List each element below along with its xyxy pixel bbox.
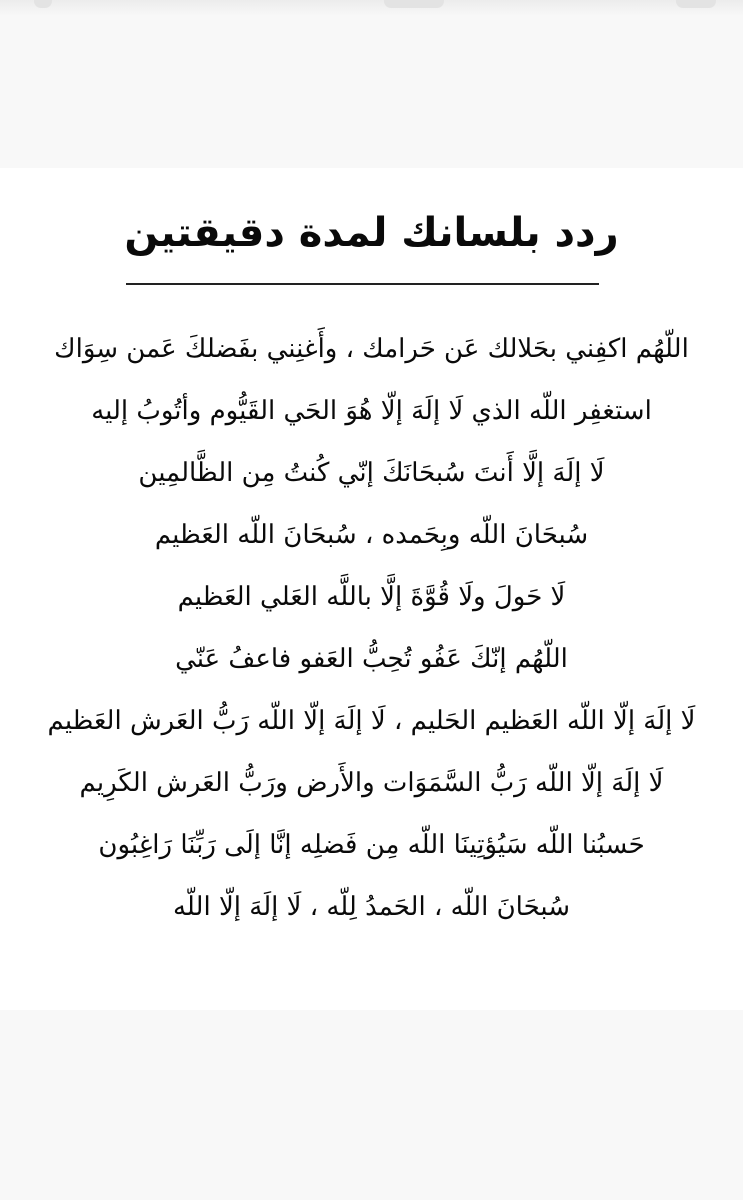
status-icons	[676, 0, 716, 8]
title-underline	[126, 283, 599, 285]
dhikr-line: سُبحَانَ اللّه ، الحَمدُ لِلّه ، لَا إلَهَ إلّا اللّه	[172, 892, 571, 922]
dhikr-line: لَا حَولَ ولَا قُوَّةَ إلَّا باللَّه العَلي العَظيم	[177, 582, 566, 612]
dhikr-line: سُبحَانَ اللّه وبِحَمده ، سُبحَانَ اللّه العَظيم	[154, 520, 589, 550]
dhikr-list	[40, 318, 703, 938]
dhikr-line: اللّهُم اكفِني بحَلالك عَن حَرامك ، وأَغنِني بفَضلكَ عَمن سِوَاك	[54, 334, 689, 364]
dhikr-line: حَسبُنا اللّه سَيُؤتِينَا اللّه مِن فَضلِه إنَّا إلَى رَبِّنَا رَاغِبُون	[98, 830, 645, 860]
dhikr-line: استغفِر اللّه الذي لَا إلَهَ إلّا هُوَ الحَي القَيُّوم وأتُوبُ إليه	[91, 396, 652, 426]
page-title: ردد بلسانك لمدة دقيقتين	[124, 210, 619, 256]
status-bar	[0, 0, 743, 16]
dhikr-line: لَا إلَهَ إلّا اللّه رَبُّ السَّمَوَات والأَرض ورَبُّ العَرش الكَرِيم	[79, 768, 664, 798]
header-title-placeholder	[384, 0, 444, 8]
dhikr-line: اللّهُم إنّكَ عَفُو تُحِبُّ العَفو فاعفُ عَنّي	[175, 644, 568, 674]
dhikr-line: لَا إلَهَ إلَّا أَنتَ سُبحَانَكَ إنّي كُنتُ مِن الظَّالمِين	[138, 458, 605, 488]
dhikr-line: لَا إلَهَ إلّا اللّه العَظيم الحَليم ، لَا إلَهَ إلّا اللّه رَبُّ العَرش العَظيم	[47, 706, 696, 736]
search-icon	[34, 0, 52, 8]
